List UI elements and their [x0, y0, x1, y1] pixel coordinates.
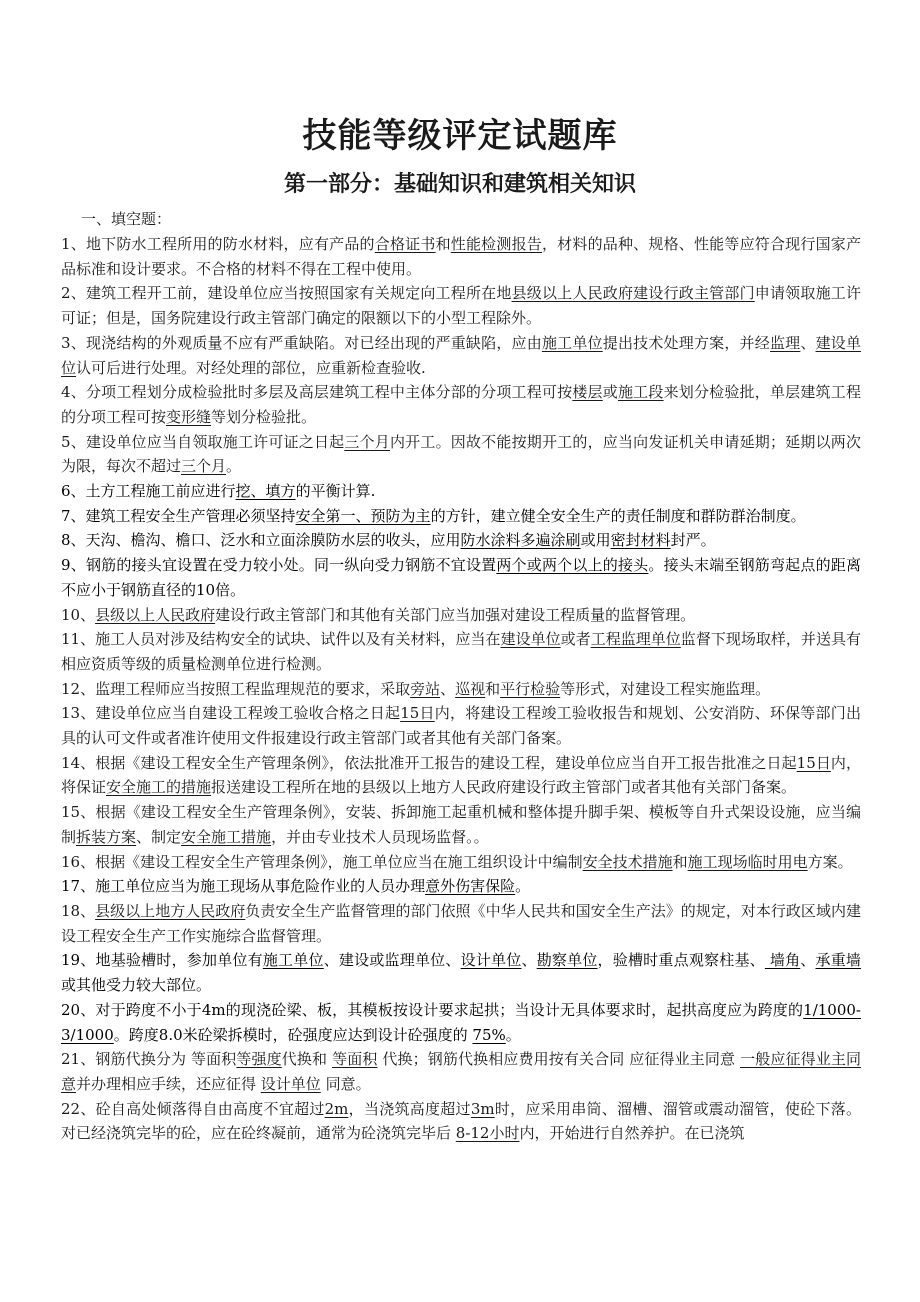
question-list — [61, 232, 861, 1146]
question-text: 20、对于跨度不小于4m的现浇砼梁、板，其模板按设计要求起拱；当设计无具体要求时，起拱高度应为跨度的 — [61, 1000, 804, 1019]
question-text: 3、现浇结构的外观质量不应有严重缺陷。对已经出现的严重缺陷，应由 — [61, 333, 542, 352]
question-text: 和 — [672, 852, 688, 871]
answer-blank: 8-12小时 — [455, 1124, 520, 1143]
answer-blank: 等面积 — [332, 1050, 378, 1069]
answer-blank: 1/1000-3/1000 — [61, 1000, 861, 1044]
question-item — [61, 948, 861, 997]
question-text: 来划分检验批，单层建筑工程的分项工程可按 — [61, 383, 861, 426]
question-text: 13、建设单位应当自建设工程竣工验收合格之日起 — [61, 704, 401, 723]
question-text: 、 — [800, 951, 816, 970]
question-text: 、 — [800, 333, 816, 352]
question-text: 、 — [440, 679, 456, 698]
question-text: 21、钢筋代换分为 等面积 — [61, 1050, 237, 1069]
question-text: 16、根据《建设工程安全生产管理条例》，施工单位应当在施工组织设计中编制 — [61, 852, 583, 871]
answer-blank: 楼层 — [572, 383, 603, 402]
question-text: 代换和 — [281, 1050, 333, 1069]
question-item — [61, 751, 861, 800]
question-text: 7、建筑工程安全生产管理必须坚持 — [61, 506, 296, 525]
answer-blank: 工程监理单位 — [590, 630, 681, 649]
question-text: 等形式，对建设工程实施监理。 — [560, 679, 771, 698]
section-heading: 一、填空题： — [81, 210, 172, 228]
question-text: 或 — [602, 383, 618, 402]
question-text: 10、 — [61, 605, 96, 624]
answer-blank: 巡视 — [455, 679, 486, 698]
question-item — [61, 627, 861, 676]
question-text: 或者 — [560, 630, 591, 649]
answer-blank: 变形缝 — [166, 407, 212, 426]
question-text: 22、砼自高处倾落得自由高度不宜超过 — [61, 1099, 325, 1118]
question-item — [61, 874, 861, 899]
question-item — [61, 850, 861, 875]
answer-blank: 承重墙 — [815, 951, 861, 970]
question-text: 监督下现场取样，并送具有相应资质等级的质量检测单位进行检测。 — [61, 630, 861, 673]
question-text: 的方针，建立健全安全生产的责任制度和群防群治制度。 — [430, 506, 806, 525]
question-item — [61, 800, 861, 849]
question-text: 方案。 — [807, 852, 853, 871]
answer-blank: 施工段 — [617, 383, 664, 402]
question-text: 代换；钢筋代换相应费用按有关合同 应征得业主同意 — [377, 1050, 741, 1069]
question-text: 的平衡计算. — [295, 482, 376, 501]
question-item — [61, 281, 861, 330]
question-text: 负责安全生产监督管理的部门依照《中华人民共和国安全生产法》的规定，对本行政区域内建设工程安全生产工作实施综合监督管理。 — [61, 901, 861, 945]
answer-blank: 等强度 — [236, 1050, 282, 1069]
answer-blank: 15日 — [796, 753, 831, 772]
question-text: 内开工。因故不能按期开工的，应当向发证机关申请延期；延期以两次为限，每次不超过 — [61, 432, 861, 476]
question-text: 和 — [435, 235, 451, 253]
question-item — [61, 553, 861, 602]
question-item — [61, 998, 861, 1047]
answer-blank: 施工单位 — [541, 333, 603, 352]
question-item — [61, 899, 861, 948]
question-text: 建设行政主管部门和其他有关部门应当加强对建设工程质量的监督管理。 — [215, 605, 696, 624]
question-text: 15、根据《建设工程安全生产管理条例》，安装、拆卸施工起重机械和整体提升脚手架、模板等自升式架设设施，应当编制 — [61, 803, 861, 846]
question-text: 内，将建设工程竣工验收报告和规划、公安消防、环保等部门出具的认可文件或者准许使用文件报建设行政主管部门或者其他有关部门备案。 — [61, 704, 861, 748]
answer-blank: 3m — [470, 1099, 495, 1118]
question-text: 、 — [521, 951, 537, 970]
question-item — [61, 677, 861, 702]
question-item — [61, 701, 861, 750]
question-text: 6、土方工程施工前应进行 — [61, 482, 236, 501]
question-text: 、建设或监理单位、 — [323, 951, 461, 970]
answer-blank: 拆装方案 — [76, 827, 137, 846]
answer-blank: 75% — [472, 1025, 506, 1044]
question-item — [61, 331, 861, 380]
answer-blank: 性能检测报告 — [450, 235, 542, 253]
question-text: 。 — [505, 1025, 521, 1044]
question-text: 提出技术处理方案，并经 — [602, 333, 770, 352]
answer-blank: 2m — [324, 1099, 349, 1118]
question-text: ，材料的品种、规格、性能等应符合现行国家产品标准和设计要求。不合格的材料不得在工程中使用。 — [61, 235, 861, 278]
answer-blank: 建设单位 — [61, 333, 861, 377]
answer-blank: 监理 — [769, 333, 801, 352]
question-item — [61, 1047, 861, 1096]
question-text: 14、根据《建设工程安全生产管理条例》，依法批准开工报告的建设工程，建设单位应当自开工报告批准之日起 — [61, 753, 797, 772]
question-text: 时，应采用串筒、溜槽、溜管或震动溜管，使砼下落。对已经浇筑完毕的砼，应在砼终凝前，通常为砼浇筑完毕后 — [61, 1099, 861, 1143]
question-text: 内，开始进行自然养护。在已浇筑 — [519, 1124, 745, 1143]
answer-blank: 三个月 — [344, 432, 390, 451]
answer-blank: 墙角 — [764, 951, 801, 970]
question-text: 19、地基验槽时，参加单位有 — [61, 951, 263, 970]
answer-blank: 设计单位 — [460, 951, 522, 970]
document-subtitle: 第一部分：基础知识和建筑相关知识 — [283, 171, 636, 197]
document-title: 技能等级评定试题库 — [302, 116, 618, 156]
answer-blank: 平行检验 — [500, 679, 561, 698]
question-text: 和 — [485, 679, 501, 698]
answer-blank: 安全施工措施 — [181, 827, 272, 846]
answer-blank: 防水涂料多遍涂刷 — [460, 531, 581, 550]
question-text: 认可后进行处理。对经处理的部位，应重新检查验收. — [76, 358, 426, 377]
answer-blank: 两个或两个以上的接头 — [496, 556, 649, 575]
question-item — [61, 479, 861, 504]
question-text: 。 — [226, 457, 242, 476]
answer-blank: 施工现场临时用电 — [687, 852, 808, 871]
question-text: 12、监理工程师应当按照工程监理规范的要求，采取 — [61, 679, 411, 698]
question-text: 9、钢筋的接头宜设置在受力较小处。同一纵向受力钢筋不宜设置 — [61, 556, 497, 575]
answer-blank: 挖、填方 — [235, 482, 296, 501]
answer-blank: 施工单位 — [262, 951, 324, 970]
answer-blank: 县级以上人民政府建设行政主管部门 — [511, 284, 755, 303]
answer-blank: 一般应征得业主同意 — [61, 1050, 861, 1093]
question-text: ，当浇筑高度超过 — [348, 1099, 471, 1118]
question-text: ，并由专业技术人员现场监督。。 — [271, 827, 489, 846]
question-text: 或用 — [580, 531, 611, 550]
question-text: 等划分检验批。 — [211, 407, 317, 426]
answer-blank: 安全第一、预防为主 — [295, 506, 431, 525]
question-text: 18、 — [61, 901, 96, 920]
answer-blank: 县级以上人民政府 — [95, 605, 216, 624]
question-text: 内，将保证 — [61, 753, 862, 797]
answer-blank: 旁站 — [410, 679, 441, 698]
question-text: 。 — [515, 877, 531, 896]
question-item — [61, 232, 861, 281]
answer-blank: 合格证书 — [374, 235, 436, 253]
question-item — [61, 504, 861, 529]
answer-blank: 三个月 — [181, 457, 227, 476]
question-text: 封严。 — [670, 531, 716, 550]
answer-blank: 意外伤害保险 — [425, 877, 516, 896]
answer-blank: 15日 — [400, 704, 435, 723]
question-item — [61, 430, 861, 479]
answer-blank: 安全施工的措施 — [106, 778, 212, 797]
question-text: 11、施工人员对涉及结构安全的试块、试件以及有关材料，应当在 — [61, 630, 501, 649]
question-text: 8、天沟、檐沟、檐口、泛水和立面涂膜防水层的收头，应用 — [61, 531, 461, 550]
answer-blank: 县级以上地方人民政府 — [95, 901, 246, 920]
answer-blank: 勘察单位 — [536, 951, 598, 970]
question-item — [61, 380, 861, 429]
question-text: 并办理相应手续，还应征得 — [76, 1074, 261, 1093]
question-text: 17、施工单位应当为施工现场从事危险作业的人员办理 — [61, 877, 426, 896]
question-item — [61, 1097, 861, 1146]
answer-blank: 设计单位 — [260, 1074, 321, 1093]
question-item — [61, 603, 861, 628]
question-text: ，验槽时重点观察柱基、 — [597, 951, 765, 970]
answer-blank: 密封材料 — [610, 531, 671, 550]
question-text: 4、分项工程划分成检验批时多层及高层建筑工程中主体分部的分项工程可按 — [61, 383, 573, 402]
question-text: 2、建筑工程开工前，建设单位应当按照国家有关规定向工程所在地 — [61, 284, 512, 303]
question-text: 5、建设单位应当自领取施工许可证之日起 — [61, 432, 345, 451]
question-text: 或其他受力较大部位。 — [61, 976, 212, 995]
question-text: 。接头末端至钢筋弯起点的距离不应小于钢筋直径的10倍。 — [61, 556, 861, 599]
question-text: 。跨度8.0米砼梁拆模时，砼强度应达到设计砼强度的 — [113, 1025, 473, 1044]
question-text: 同意。 — [320, 1074, 371, 1093]
answer-blank: 建设单位 — [500, 630, 561, 649]
question-text: 申请领取施工许可证；但是，国务院建设行政主管部门确定的限额以下的小型工程除外。 — [61, 284, 861, 328]
answer-blank: 安全技术措施 — [582, 852, 673, 871]
question-text: 1、地下防水工程所用的防水材料，应有产品的 — [61, 235, 375, 253]
question-text: 、制定 — [136, 827, 182, 846]
question-item — [61, 528, 861, 553]
question-text: 报送建设工程所在地的县级以上地方人民政府建设行政主管部门或者其他有关部门备案。 — [211, 778, 797, 797]
